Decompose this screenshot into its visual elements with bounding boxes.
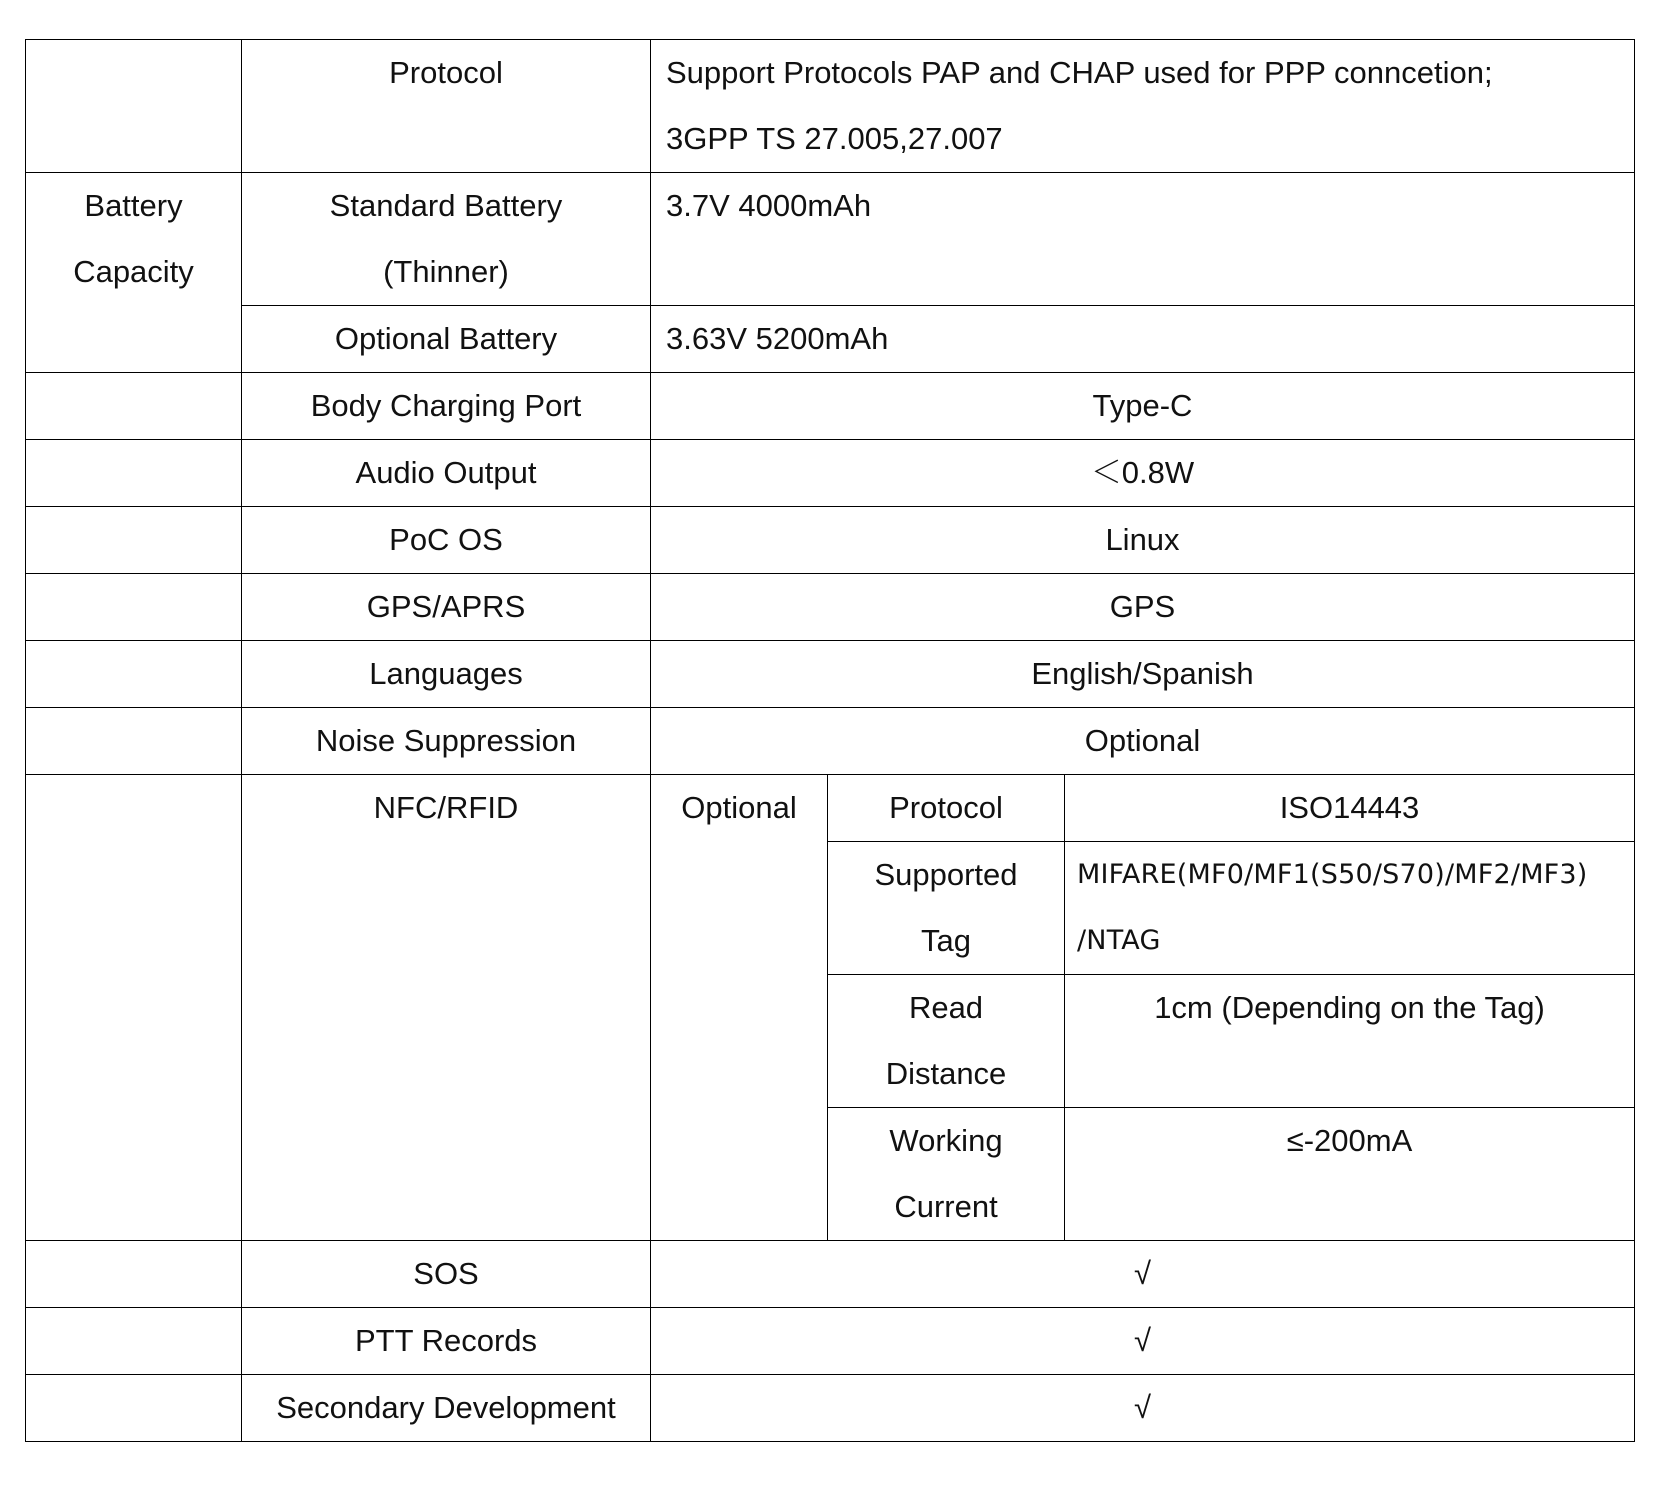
- row-label: NFC/RFID: [242, 775, 651, 1241]
- nfc-sub-value: ≤-200mA: [1065, 1108, 1635, 1241]
- category-cell: [26, 1241, 242, 1308]
- row-value: Support Protocols PAP and CHAP used for PPP conncetion; 3GPP TS 27.005,27.007: [651, 40, 1635, 173]
- row-value: GPS: [651, 574, 1635, 641]
- category-cell: [26, 507, 242, 574]
- row-label: GPS/APRS: [242, 574, 651, 641]
- row-label: Standard Battery (Thinner): [242, 173, 651, 306]
- category-cell: [26, 641, 242, 708]
- row-label: Secondary Development: [242, 1375, 651, 1442]
- nfc-sub-value: MIFARE(MF0/MF1(S50/S70)/MF2/MF3) /NTAG: [1065, 842, 1635, 975]
- row-label: PTT Records: [242, 1308, 651, 1375]
- nfc-availability: Optional: [651, 775, 828, 1241]
- category-cell: [26, 440, 242, 507]
- row-label: Noise Suppression: [242, 708, 651, 775]
- category-cell: [26, 1375, 242, 1442]
- table-row: [26, 1241, 1635, 1308]
- category-cell: Battery Capacity: [26, 173, 242, 373]
- row-label: SOS: [242, 1241, 651, 1308]
- table-row: [26, 708, 1635, 775]
- check-mark: √: [651, 1375, 1635, 1442]
- row-label: Languages: [242, 641, 651, 708]
- nfc-sub-label: Working Current: [828, 1108, 1065, 1241]
- table-row: [26, 1308, 1635, 1375]
- row-label: Optional Battery: [242, 306, 651, 373]
- nfc-sub-value: ISO14443: [1065, 775, 1635, 842]
- check-mark: √: [651, 1241, 1635, 1308]
- table-row: [26, 507, 1635, 574]
- row-value: Type-C: [651, 373, 1635, 440]
- category-cell: [26, 775, 242, 1241]
- nfc-sub-label: Read Distance: [828, 975, 1065, 1108]
- row-value: ＜0.8W: [651, 440, 1635, 507]
- row-value: English/Spanish: [651, 641, 1635, 708]
- table-row: [26, 173, 1635, 306]
- table-row: [26, 40, 1635, 173]
- row-label: Protocol: [242, 40, 651, 173]
- table-row: [26, 775, 1635, 842]
- category-cell: [26, 574, 242, 641]
- nfc-sub-label: Supported Tag: [828, 842, 1065, 975]
- table-row: [26, 641, 1635, 708]
- table-row: [26, 574, 1635, 641]
- table-row: [26, 373, 1635, 440]
- row-label: PoC OS: [242, 507, 651, 574]
- category-cell: [26, 373, 242, 440]
- table-row: [26, 306, 1635, 373]
- spec-table: [25, 39, 1635, 1442]
- table-row: [26, 440, 1635, 507]
- row-label: Audio Output: [242, 440, 651, 507]
- nfc-sub-value: 1cm (Depending on the Tag): [1065, 975, 1635, 1108]
- row-value: 3.7V 4000mAh: [651, 173, 1635, 306]
- row-label: Body Charging Port: [242, 373, 651, 440]
- category-cell: [26, 1308, 242, 1375]
- category-cell: [26, 40, 242, 173]
- row-value: Linux: [651, 507, 1635, 574]
- table-row: [26, 1375, 1635, 1442]
- nfc-sub-label: Protocol: [828, 775, 1065, 842]
- row-value: 3.63V 5200mAh: [651, 306, 1635, 373]
- row-value: Optional: [651, 708, 1635, 775]
- category-cell: [26, 708, 242, 775]
- check-mark: √: [651, 1308, 1635, 1375]
